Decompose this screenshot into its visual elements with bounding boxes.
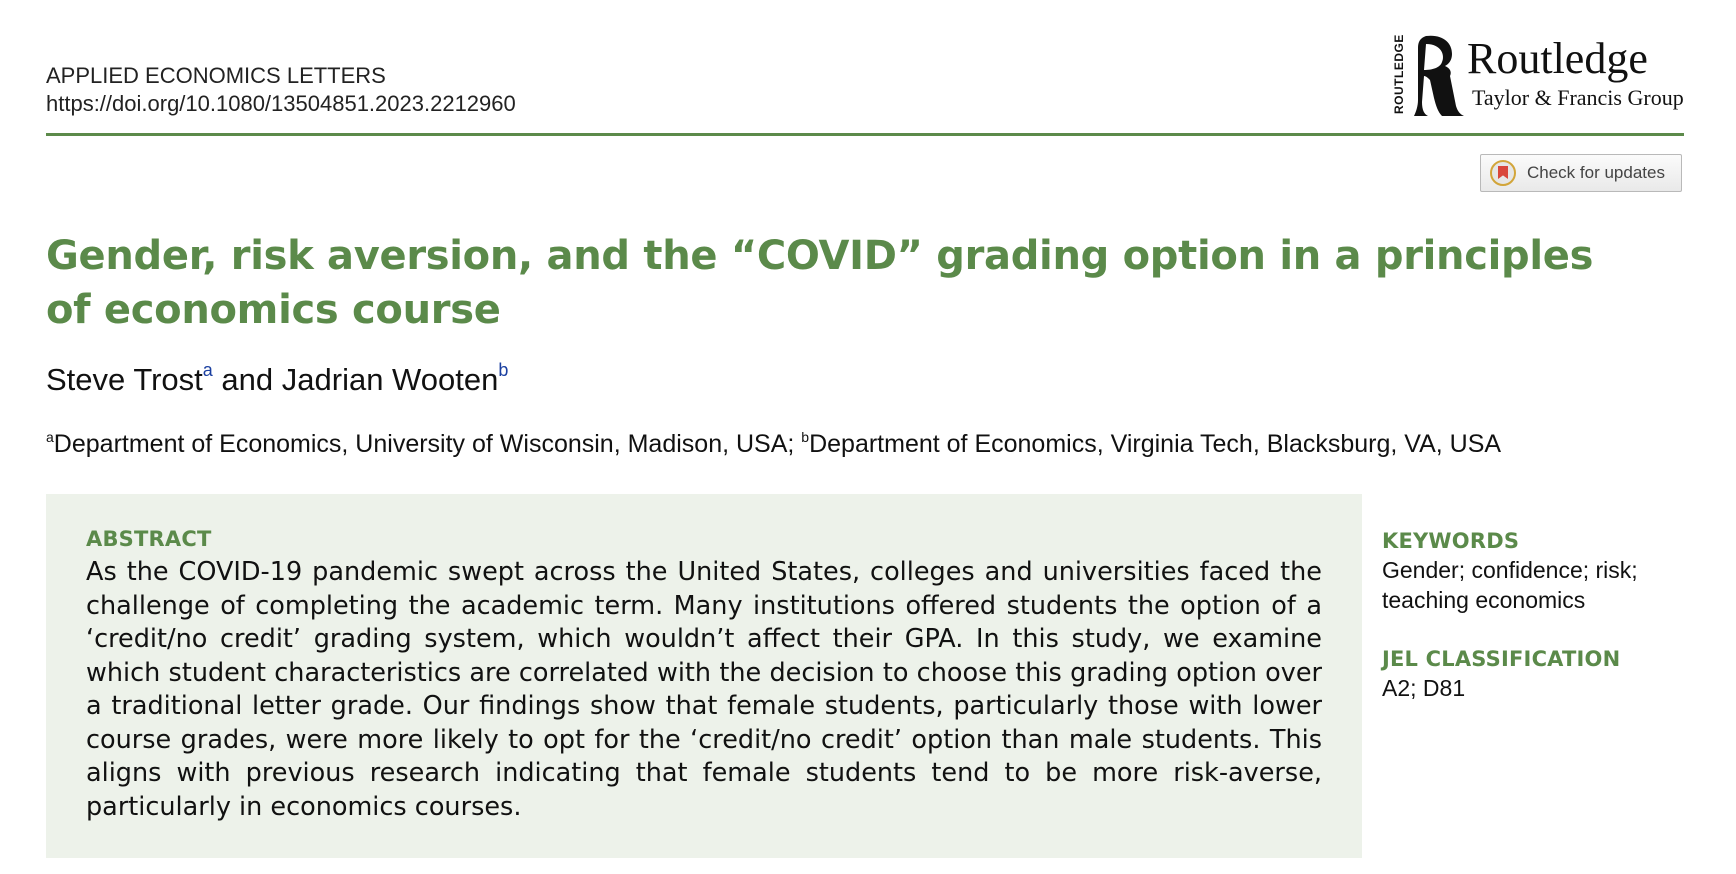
author-list <box>46 360 508 400</box>
affiliation-text: Department of Economics, Virginia Tech, Blacksburg, VA, USA <box>809 430 1502 458</box>
affiliation-marker: b <box>801 429 810 445</box>
jel-codes: A2; D81 <box>1382 675 1466 701</box>
journal-header <box>46 62 516 118</box>
author-joiner: and <box>212 362 282 397</box>
affiliation-marker: a <box>46 429 54 445</box>
check-for-updates-label: Check for updates <box>1527 163 1665 182</box>
publisher-vertical-text: ROUTLEDGE <box>1392 34 1406 114</box>
bookmark-badge-icon <box>1490 160 1516 186</box>
routledge-profile-logo-icon <box>1412 32 1464 116</box>
author-affiliation-marker[interactable]: a <box>202 360 213 380</box>
author-name[interactable]: Steve Trost <box>46 362 203 397</box>
author-name[interactable]: Jadrian Wooten <box>281 362 499 397</box>
doi-link[interactable]: https://doi.org/10.1080/13504851.2023.2212960 <box>46 91 516 116</box>
article-metadata-sidebar <box>1382 527 1682 703</box>
abstract-heading: ABSTRACT <box>86 527 212 551</box>
jel-heading: JEL CLASSIFICATION <box>1382 647 1621 671</box>
article-title: Gender, risk aversion, and the “COVID” grading option in a principles of economics course <box>46 233 1594 333</box>
abstract-text: As the COVID-19 pandemic swept across the United States, colleges and universities faced the challenge of completing the academic term. Many institutions offered students the option of a ‘credit/no credit’ grading system, which wouldn’t affect their GPA. In this study, we examine which student characteristics are correlated with the decision to choose this grading option over a traditional letter grade. Our findings show that female students, particularly those with lower course grades, were more likely to opt for the ‘credit/no credit’ option than male students. This aligns with previous research indicating that female students tend to be more risk-averse, particularly in economics courses. <box>86 557 1322 822</box>
check-for-updates-button[interactable] <box>1480 154 1682 192</box>
journal-name: APPLIED ECONOMICS LETTERS <box>46 63 386 88</box>
affiliation-text: Department of Economics, University of Wisconsin, Madison, USA; <box>53 430 795 458</box>
author-affiliation-marker[interactable]: b <box>498 360 509 380</box>
publisher-name: Routledge <box>1467 34 1648 83</box>
keywords-text: Gender; confidence; risk; teaching economics <box>1382 557 1638 613</box>
keywords-heading: KEYWORDS <box>1382 529 1520 553</box>
publisher-logo[interactable] <box>1392 30 1702 118</box>
affiliations <box>46 428 1501 460</box>
header-divider <box>46 133 1684 136</box>
abstract-panel <box>46 494 1362 858</box>
publisher-group: Taylor & Francis Group <box>1472 85 1684 110</box>
